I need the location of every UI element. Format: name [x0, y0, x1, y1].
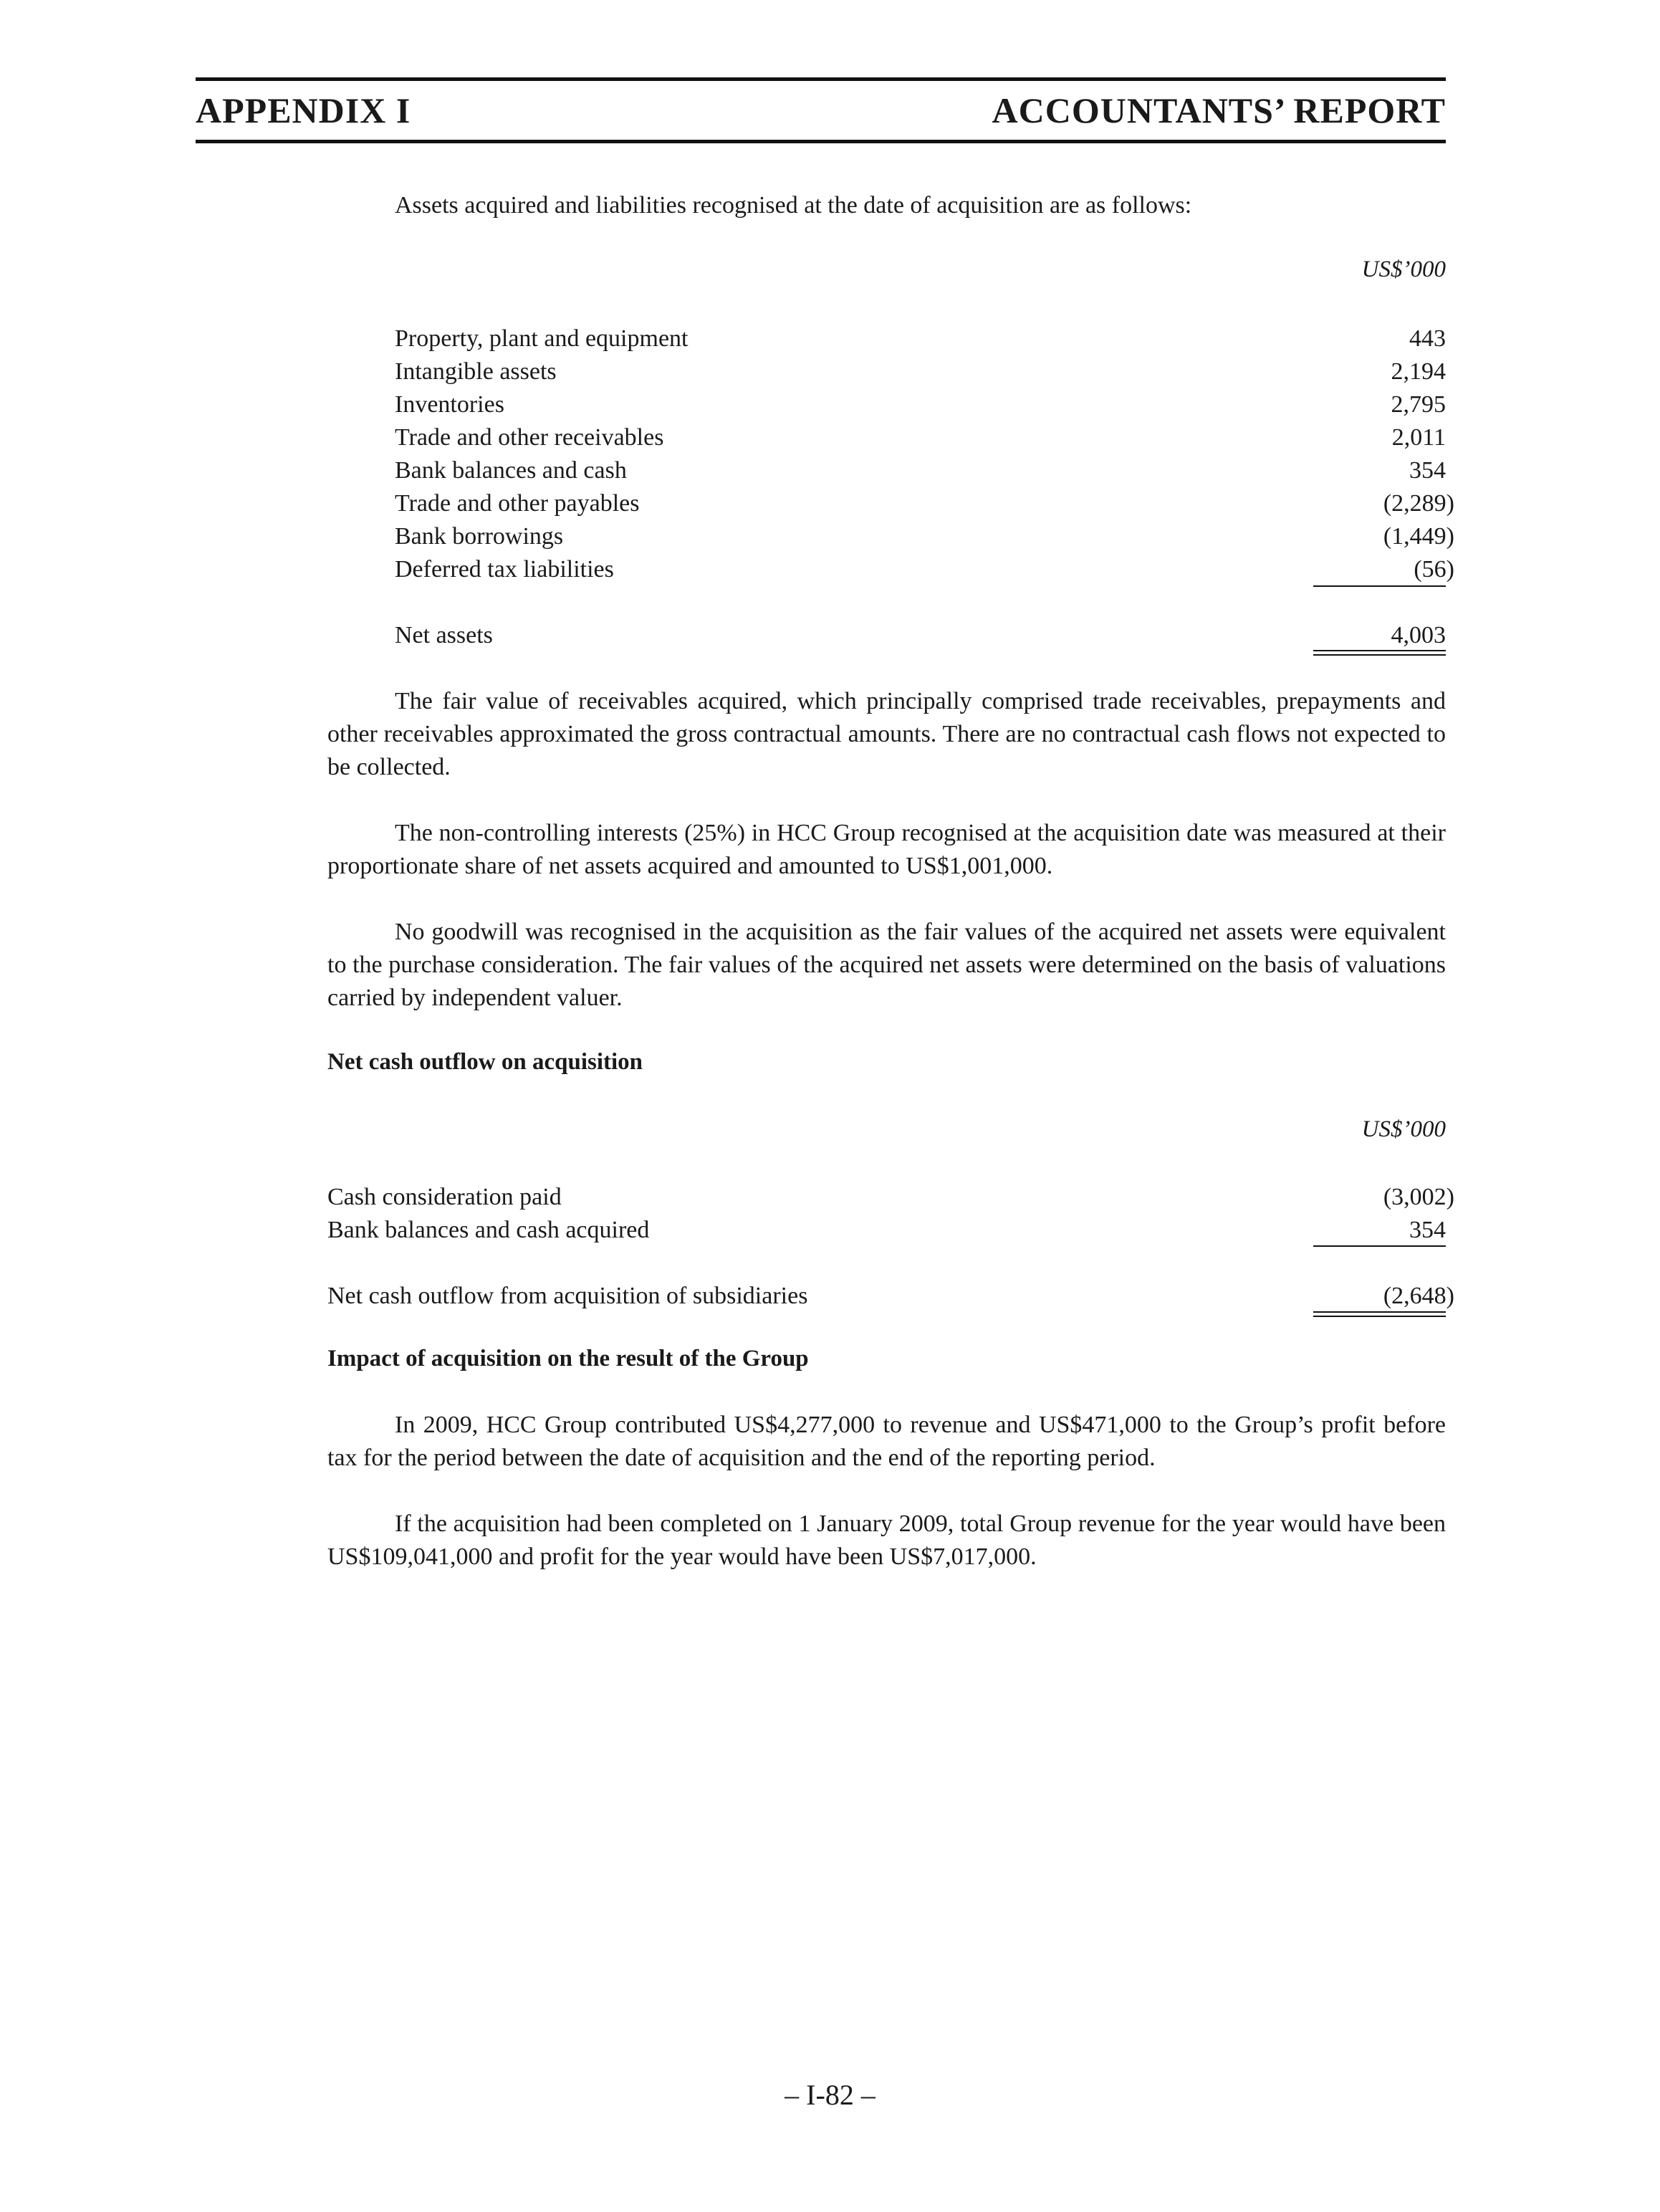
paragraph-goodwill: No goodwill was recognised in the acquisition as the fair values of the acquired net assets were equivalent to the purchase consideration. The fair values of the acquired net assets were determined on the basis of valuations carried by independent valuer. — [327, 919, 1446, 1011]
row-label: Net assets — [395, 622, 493, 648]
total-double-rule-top — [1313, 650, 1446, 651]
table-row — [0, 487, 1660, 520]
table-row — [0, 553, 1660, 586]
table-row — [0, 322, 1660, 355]
total-double-rule-bottom — [1313, 654, 1446, 656]
subtotal-rule — [1313, 585, 1446, 587]
row-value: 2,011 — [1391, 424, 1446, 451]
row-value: (2,648) — [1383, 1283, 1454, 1309]
row-label: Cash consideration paid — [327, 1184, 562, 1210]
page-header — [196, 77, 1446, 143]
row-value: 354 — [1409, 1217, 1446, 1243]
header-appendix: APPENDIX I — [196, 90, 411, 130]
row-value: (56) — [1414, 556, 1454, 583]
table-row-total — [0, 1280, 1660, 1313]
total-double-rule-top — [1313, 1311, 1446, 1313]
table-row — [0, 388, 1660, 421]
table-row — [0, 454, 1660, 487]
unit-label-assets: US$’000 — [1361, 257, 1446, 282]
header-report-title: ACCOUNTANTS’ REPORT — [992, 90, 1446, 130]
row-value: 2,795 — [1391, 391, 1446, 418]
total-double-rule-bottom — [1313, 1316, 1446, 1317]
row-label: Property, plant and equipment — [395, 325, 689, 352]
table-row — [0, 1214, 1660, 1247]
unit-label-cash: US$’000 — [1361, 1116, 1446, 1142]
paragraph-non-controlling: The non-controlling interests (25%) in HCC Group recognised at the acquisition date was measured at their proportionate share of net assets acquired and amounted to US$1,001,000. — [327, 820, 1446, 879]
row-label: Bank balances and cash — [395, 457, 627, 484]
row-value: 354 — [1409, 457, 1446, 484]
row-label: Intangible assets — [395, 358, 557, 385]
intro-text: Assets acquired and liabilities recognised at the date of acquisition are as follows: — [395, 192, 1192, 219]
section-heading-net-cash: Net cash outflow on acquisition — [327, 1049, 643, 1075]
row-label: Inventories — [395, 391, 504, 418]
row-label: Bank borrowings — [395, 523, 564, 550]
paragraph-contribution: In 2009, HCC Group contributed US$4,277,000 to revenue and US$471,000 to the Group’s profit before tax for the period between the date of acquisition and the end of the reporting period. — [327, 1412, 1446, 1471]
table-row — [0, 520, 1660, 553]
row-label: Deferred tax liabilities — [395, 556, 614, 583]
row-label: Trade and other payables — [395, 490, 640, 517]
page-number: – I-82 – — [785, 2079, 875, 2111]
section-heading-impact: Impact of acquisition on the result of the Group — [327, 1346, 809, 1371]
table-row-total — [0, 619, 1660, 652]
table-row — [0, 421, 1660, 454]
row-value: (2,289) — [1383, 490, 1454, 517]
row-value: 443 — [1409, 325, 1446, 352]
row-label: Trade and other receivables — [395, 424, 664, 451]
subtotal-rule — [1313, 1245, 1446, 1247]
row-value: (1,449) — [1383, 523, 1454, 550]
paragraph-fair-value: The fair value of receivables acquired, which principally comprised trade receivables, prepayments and other receivables approximated the gross contractual amounts. There are no contractual cash flows not expected to be collected. — [327, 688, 1446, 780]
row-value: 4,003 — [1391, 622, 1446, 648]
row-label: Net cash outflow from acquisition of subsidiaries — [327, 1283, 808, 1309]
row-label: Bank balances and cash acquired — [327, 1217, 650, 1243]
row-value: (3,002) — [1383, 1184, 1454, 1210]
row-value: 2,194 — [1391, 358, 1446, 385]
table-row — [0, 355, 1660, 388]
paragraph-pro-forma: If the acquisition had been completed on 1 January 2009, total Group revenue for the year would have been US$109,041,000 and profit for the year would have been US$7,017,000. — [327, 1510, 1446, 1570]
table-row — [0, 1181, 1660, 1214]
